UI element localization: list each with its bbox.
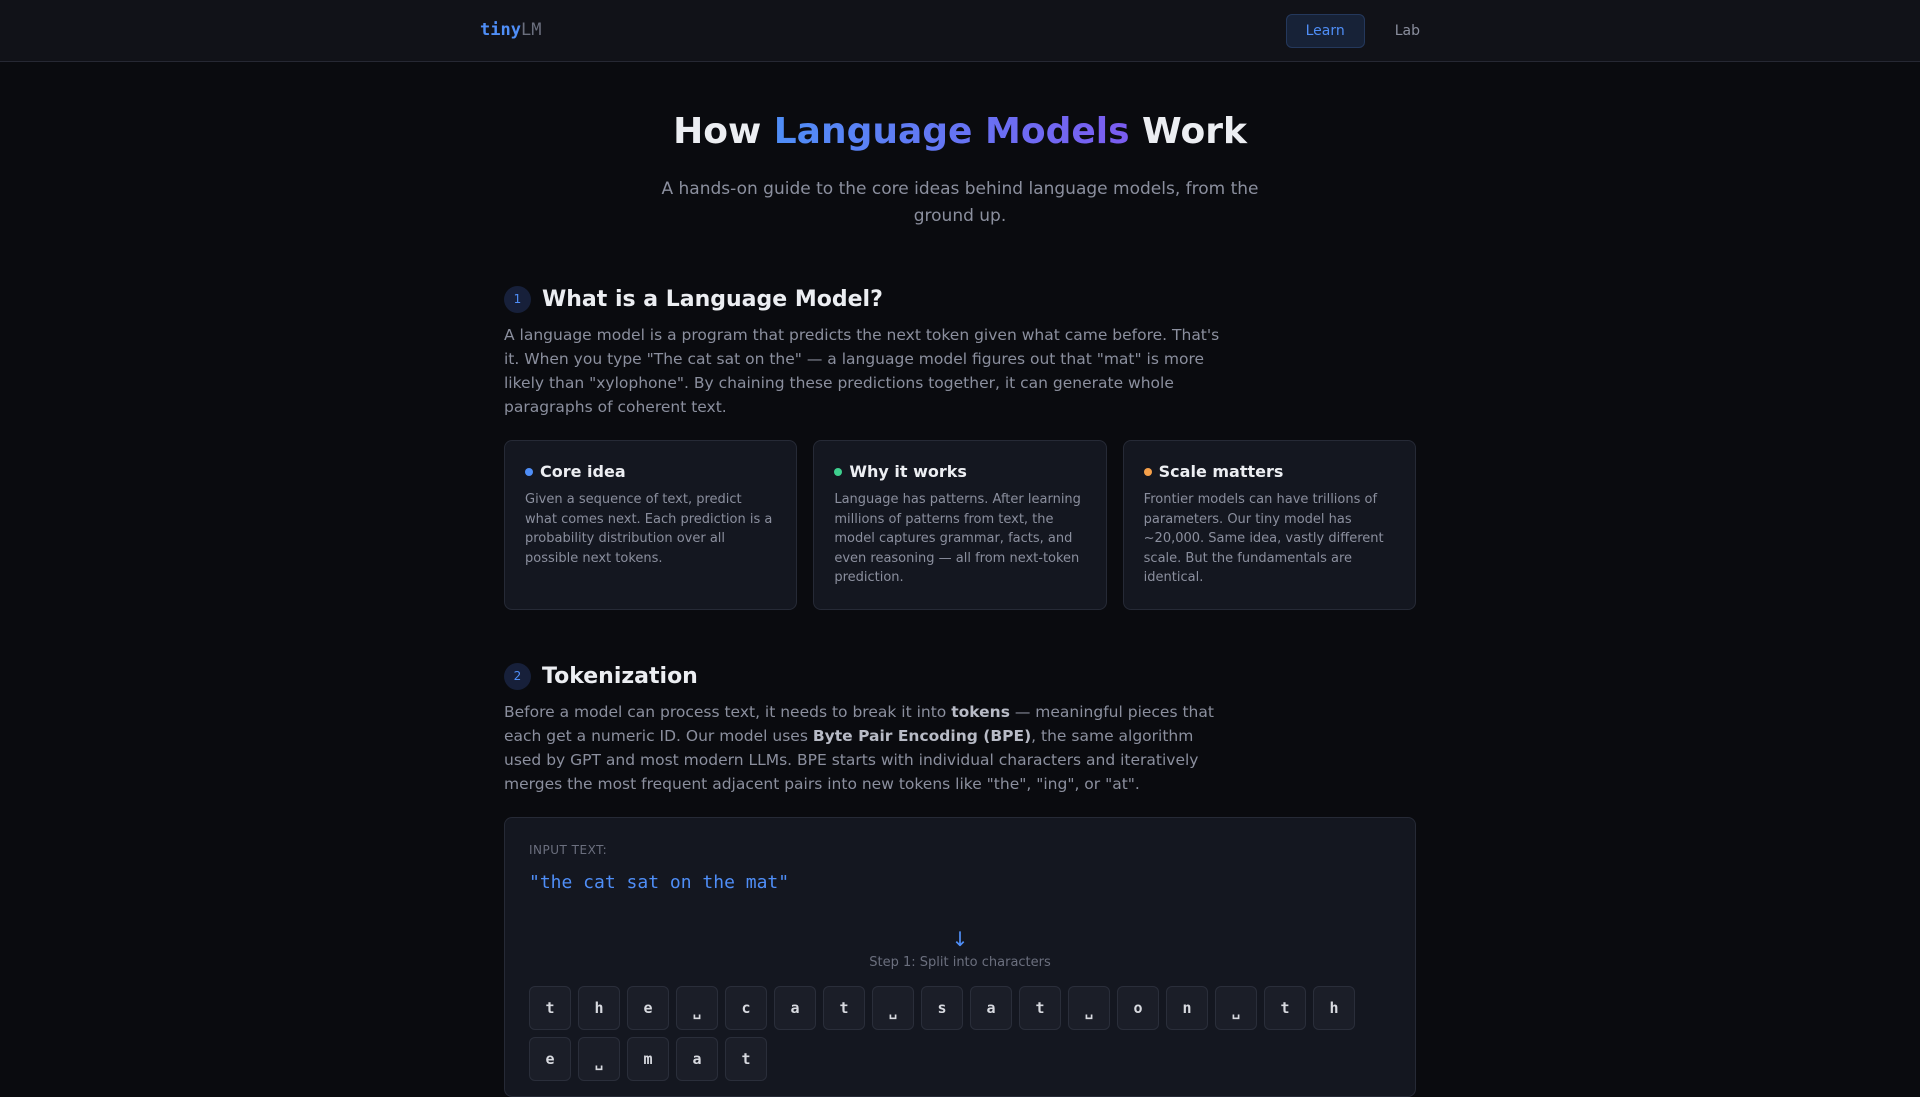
section-number-badge: 2 bbox=[504, 663, 531, 690]
char-token: o bbox=[1117, 986, 1159, 1030]
char-token: a bbox=[774, 986, 816, 1030]
section-body bbox=[504, 700, 1224, 796]
char-token: ␣ bbox=[872, 986, 914, 1030]
blue-dot-icon bbox=[525, 468, 533, 476]
green-dot-icon bbox=[834, 468, 842, 476]
step-label: Step 1: Split into characters bbox=[869, 955, 1051, 970]
char-token: n bbox=[1166, 986, 1208, 1030]
card-title-text: Scale matters bbox=[1158, 462, 1284, 481]
input-label: INPUT TEXT: bbox=[529, 843, 608, 857]
section-number-badge: 1 bbox=[504, 286, 531, 313]
char-token: ␣ bbox=[676, 986, 718, 1030]
text: , the same algorithm used by GPT and most modern LLMs. BPE starts with individual characters and iteratively merges the most frequent adjacent pairs into new tokens like "the", "ing", or "at". bbox=[504, 727, 1199, 793]
nav-lab[interactable]: Lab bbox=[1394, 23, 1420, 39]
char-token: c bbox=[725, 986, 767, 1030]
card-text: Language has patterns. After learning millions of patterns from text, the model captures grammar, facts, and even reasoning — all from next-token prediction. bbox=[834, 492, 1081, 585]
nav-links bbox=[1286, 14, 1440, 48]
char-token: t bbox=[1019, 986, 1061, 1030]
card-why-it-works bbox=[813, 440, 1106, 610]
section-tokenization bbox=[504, 663, 1416, 1097]
arrow-down-icon: ↓ bbox=[951, 927, 969, 951]
brand-logo[interactable] bbox=[480, 20, 541, 40]
section-header bbox=[504, 286, 1416, 313]
page-subtitle: A hands-on guide to the core ideas behind language models, from the ground up. bbox=[661, 179, 1259, 226]
char-token: e bbox=[627, 986, 669, 1030]
text: Before a model can process text, it needs to break it into bbox=[504, 703, 952, 721]
text: — meaningful pieces that each get a numeric ID. Our model uses bbox=[504, 703, 1214, 745]
orange-dot-icon bbox=[1144, 468, 1152, 476]
top-navbar bbox=[0, 0, 1920, 62]
section-body: A language model is a program that predicts the next token given what came before. That's it. When you type "The cat sat on the" — a language model figures out that "mat" is more likely than "xylophone". By chaining these predictions together, it can generate whole paragraphs of coherent text. bbox=[504, 326, 1220, 416]
tokenizer-demo bbox=[504, 817, 1416, 1097]
card-text: Frontier models can have trillions of parameters. Our tiny model has ~20,000. Same idea, vastly different scale. But the fundamentals are identical. bbox=[1143, 492, 1384, 585]
card-title-text: Core idea bbox=[540, 462, 626, 481]
char-token: t bbox=[1264, 986, 1306, 1030]
section-title: What is a Language Model? bbox=[542, 287, 883, 312]
card-core-idea bbox=[504, 440, 797, 610]
nav-learn[interactable]: Learn bbox=[1286, 14, 1365, 48]
concept-cards bbox=[504, 440, 1416, 610]
card-title bbox=[834, 462, 1085, 481]
char-token: ␣ bbox=[1068, 986, 1110, 1030]
section-header bbox=[504, 663, 1416, 690]
card-title bbox=[525, 462, 776, 481]
char-token: t bbox=[823, 986, 865, 1030]
char-token: s bbox=[921, 986, 963, 1030]
char-token: a bbox=[970, 986, 1012, 1030]
hero bbox=[0, 108, 1920, 230]
title-pre: How bbox=[673, 111, 774, 152]
brand-secondary: LM bbox=[520, 20, 542, 40]
card-title bbox=[1144, 462, 1395, 481]
char-token: m bbox=[627, 1037, 669, 1081]
char-token: h bbox=[578, 986, 620, 1030]
title-highlight: Language Models bbox=[773, 111, 1130, 152]
section-title: Tokenization bbox=[542, 664, 698, 689]
title-post: Work bbox=[1129, 111, 1247, 152]
char-token: t bbox=[725, 1037, 767, 1081]
char-token: t bbox=[529, 986, 571, 1030]
card-scale-matters bbox=[1123, 440, 1416, 610]
char-token: h bbox=[1313, 986, 1355, 1030]
char-token: ␣ bbox=[578, 1037, 620, 1081]
brand-primary: tiny bbox=[480, 20, 521, 40]
character-tokens bbox=[529, 986, 1399, 1081]
page-title bbox=[0, 108, 1920, 156]
input-text-value: "the cat sat on the mat" bbox=[529, 872, 790, 893]
card-title-text: Why it works bbox=[849, 462, 967, 481]
section-what-is-lm bbox=[504, 286, 1416, 610]
char-token: a bbox=[676, 1037, 718, 1081]
bold-term: tokens bbox=[951, 703, 1010, 721]
bold-term: Byte Pair Encoding (BPE) bbox=[812, 727, 1032, 745]
card-text: Given a sequence of text, predict what comes next. Each prediction is a probability distribution over all possible next tokens. bbox=[525, 492, 773, 566]
char-token: ␣ bbox=[1215, 986, 1257, 1030]
char-token: e bbox=[529, 1037, 571, 1081]
